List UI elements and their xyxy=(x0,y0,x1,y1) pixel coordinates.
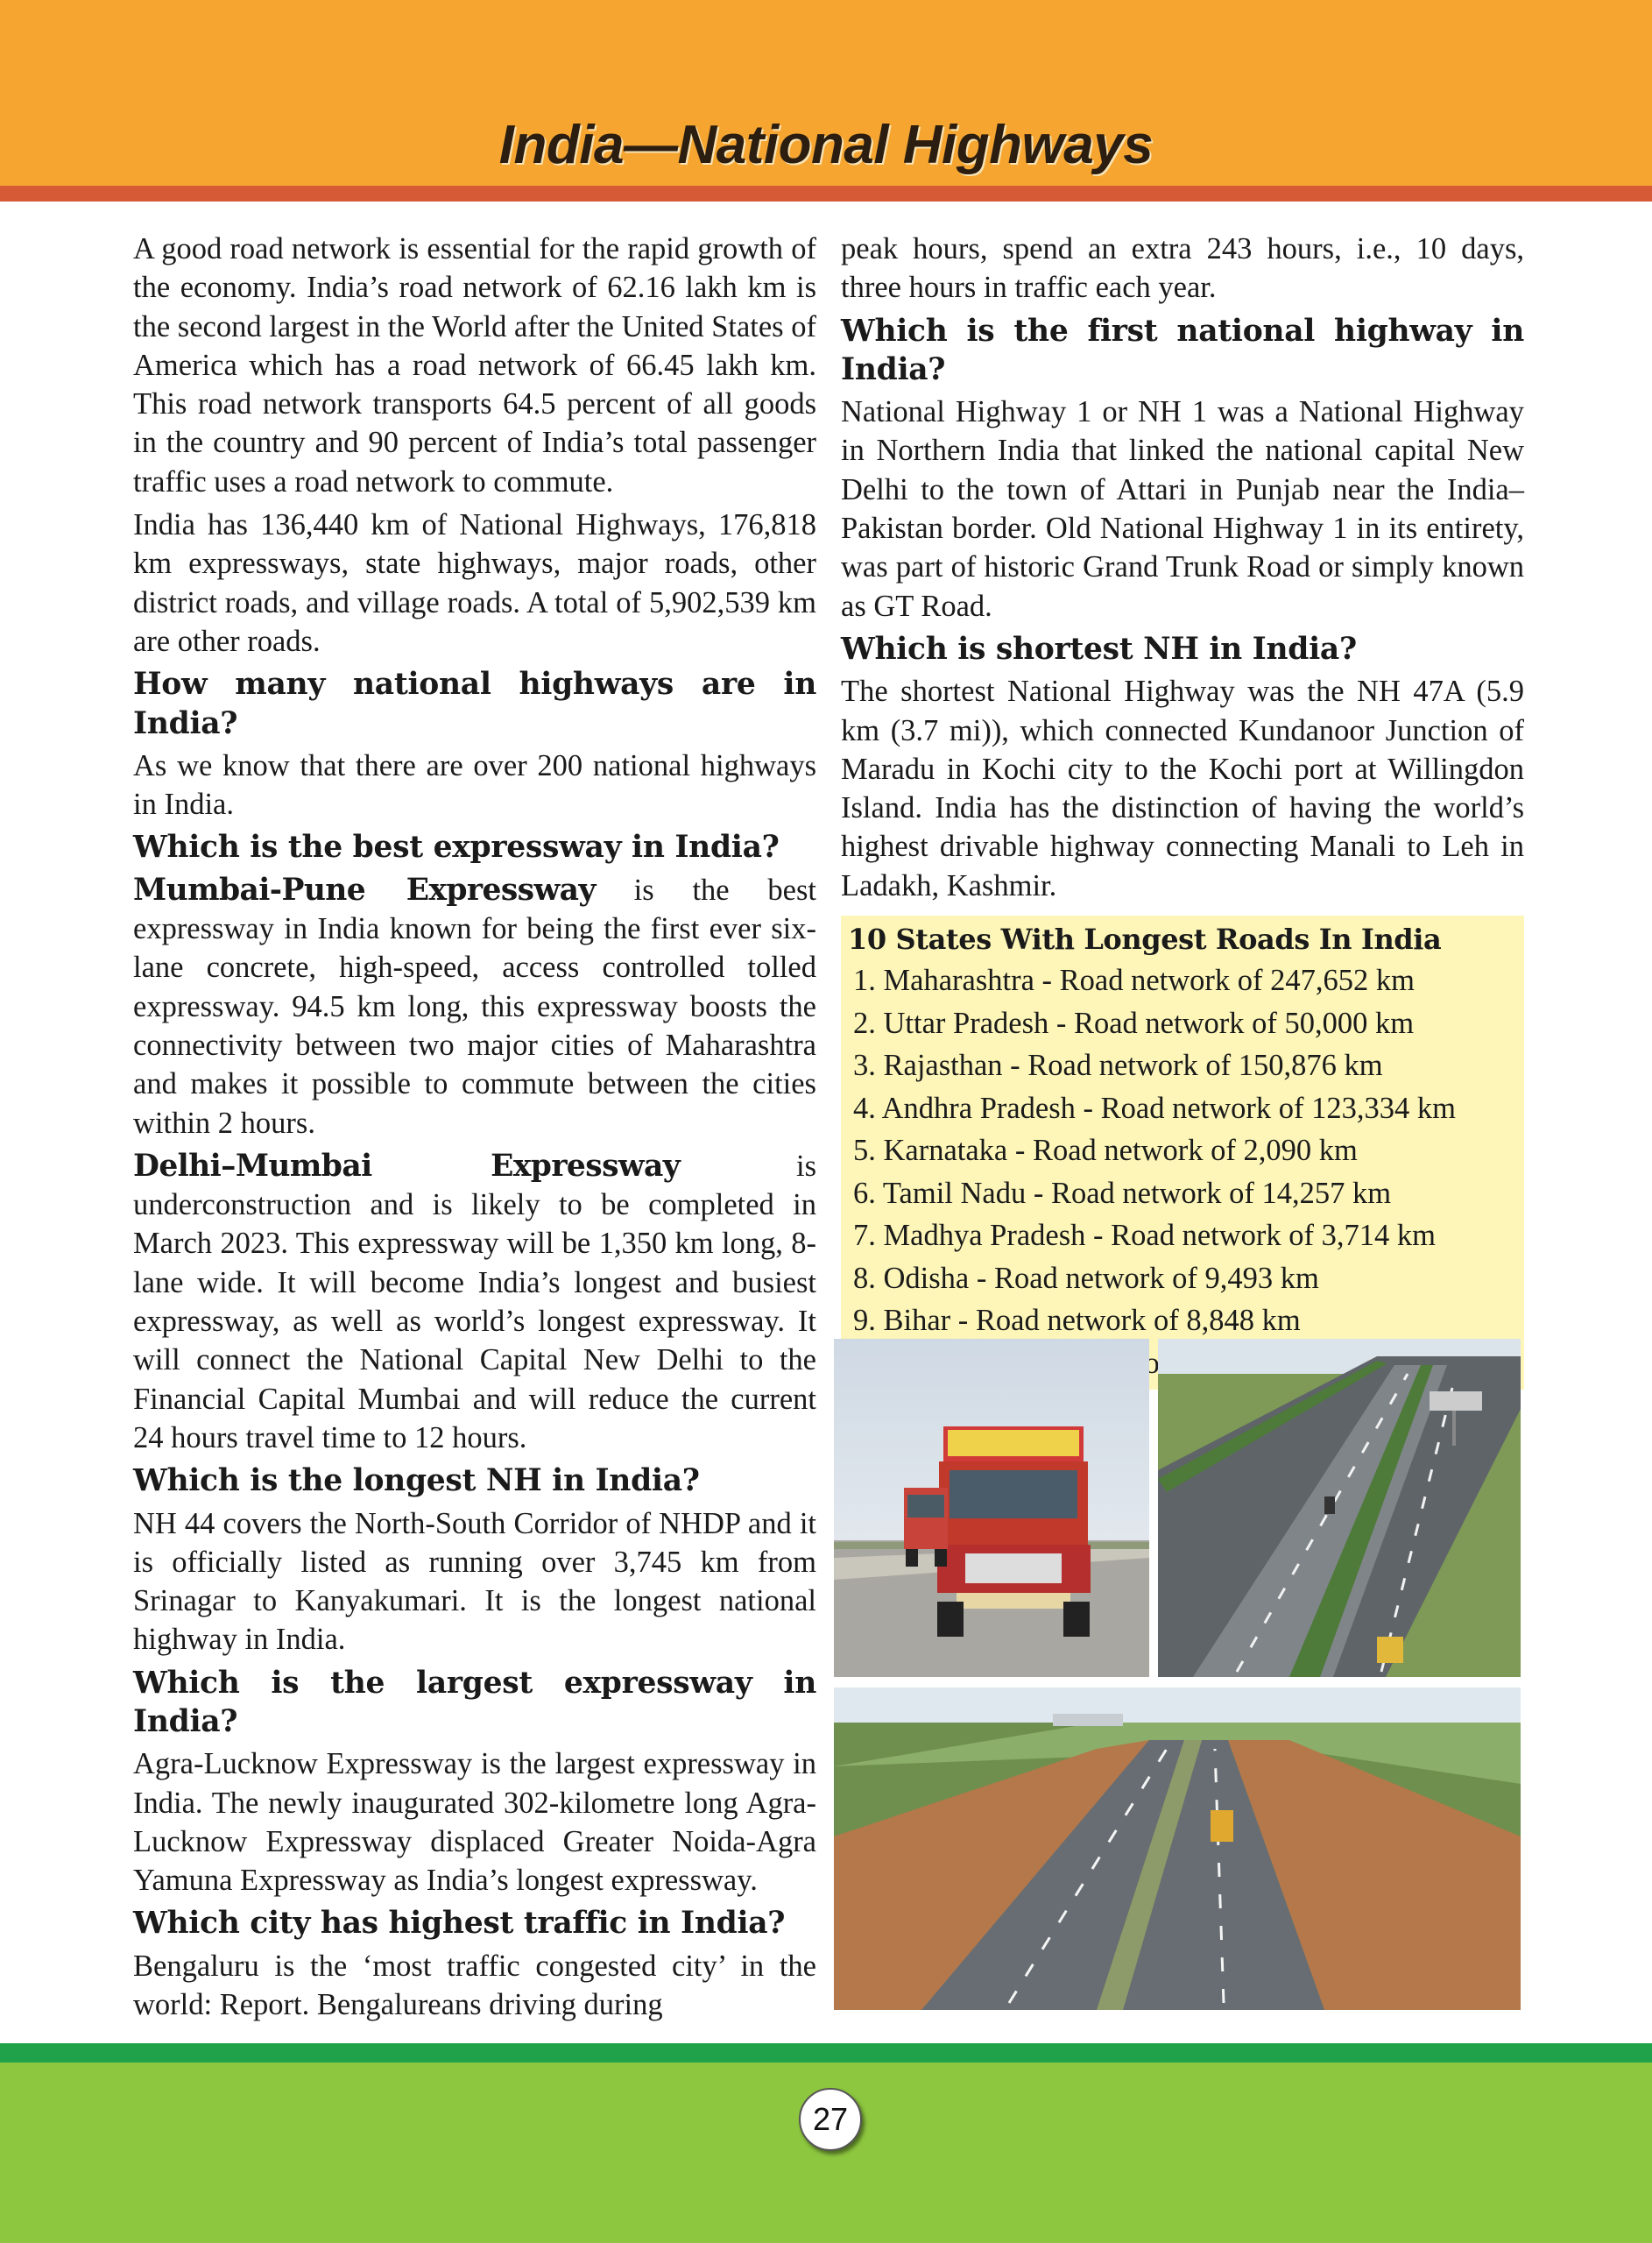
list-item: 4. Andhra Pradesh - Road network of 123,334 km xyxy=(853,1091,1456,1125)
question-heading: Which is the longest NH in India? xyxy=(133,1463,700,1499)
list-item: 9. Bihar - Road network of 8,848 km xyxy=(853,1304,1301,1338)
answer-paragraph: peak hours, spend an extra 243 hours, i.e., 10 days, three hours in traffic each year. xyxy=(841,232,1524,305)
expressway-wide-photo xyxy=(834,1688,1521,2010)
page-title: India—National Highways xyxy=(498,115,1154,175)
bold-term: Delhi–Mumbai Expressway xyxy=(133,1148,681,1184)
list-item: 1. Maharashtra - Road network of 247,652 km xyxy=(853,964,1415,998)
answer-text: is the best expressway in India known for being the first ever six-lane concrete, high-speed, access controlled tolled expressway. 94.5 km long, this expressway boosts the connectivity between two major cities of Maharashtra and makes it possible to commute between the cities within 2 hours. xyxy=(133,873,817,1140)
list-item: 7. Madhya Pradesh - Road network of 3,714 km xyxy=(853,1219,1436,1253)
footer-rule xyxy=(0,2043,1652,2063)
answer-paragraph: As we know that there are over 200 national highways in India. xyxy=(133,748,816,822)
list-item: 6. Tamil Nadu - Road network of 14,257 km xyxy=(853,1176,1392,1210)
answer-paragraph: National Highway 1 or NH 1 was a National Highway in Northern India that linked the national capital New Delhi to the town of Attari in Punjab near the India–Pakistan border. Old National Highway 1 in its entirety, was part of historic Grand Trunk Road or simply known as GT Road. xyxy=(841,395,1524,623)
answer-paragraph: The shortest National Highway was the NH 47A (5.9 km (3.7 mi)), which connected Kundanoor Junction of Maradu in Kochi city to the Kochi port at Willingdon Island. India has the distinction of having the world’s highest drivable highway connecting Manali to Leh in Ladakh, Kashmir. xyxy=(841,675,1524,902)
question-heading: Which is the best expressway in India? xyxy=(133,830,780,866)
page-number: 27 xyxy=(799,2088,862,2151)
question-heading: Which is the largest expressway in India? xyxy=(133,1665,816,1739)
right-column xyxy=(841,230,1524,1390)
bold-term: Mumbai-Pune Expressway xyxy=(133,872,596,908)
answer-paragraph: Agra-Lucknow Expressway is the largest expressway in India. The newly inaugurated 302-kilometre long Agra-Lucknow Expressway displaced Greater Noida-Agra Yamuna Expressway as India’s longest expressway. xyxy=(133,1747,816,1898)
list-item: 5. Karnataka - Road network of 2,090 km xyxy=(853,1134,1358,1168)
highway-aerial-photo xyxy=(1158,1339,1521,1677)
answer-paragraph xyxy=(133,871,816,1143)
states-heading: 10 States With Longest Roads In India xyxy=(848,923,1442,957)
header-rule xyxy=(0,186,1652,202)
question-heading: Which city has highest traffic in India? xyxy=(133,1906,786,1942)
list-item: 2. Uttar Pradesh - Road network of 50,000 km xyxy=(853,1006,1415,1040)
intro-paragraph: A good road network is essential for the rapid growth of the economy. India’s road network of 62.16 lakh km is the second largest in the World after the United States of America which has a road network of 66.45 lakh km. This road network transports 64.5 percent of all goods in the country and 90 percent of India’s total passenger traffic uses a road network to commute. xyxy=(133,232,816,499)
states-list-box xyxy=(841,916,1524,1390)
list-item: 8. Odisha - Road network of 9,493 km xyxy=(853,1261,1319,1295)
list-item: 3. Rajasthan - Road network of 150,876 km xyxy=(853,1049,1383,1083)
answer-paragraph: Bengaluru is the ‘most traffic congested city’ in the world: Report. Bengalureans driving during xyxy=(133,1949,816,2022)
answer-text: is underconstruction and is likely to be completed in March 2023. This expressway will be 1,350 km long, 8-lane wide. It will become India’s longest and busiest expressway, as well as world’s longest expressway. It will connect the National Capital New Delhi to the Financial Capital Mumbai and will reduce the current 24 hours travel time to 12 hours. xyxy=(133,1149,816,1454)
question-heading: How many national highways are in India? xyxy=(133,667,816,741)
question-heading: Which is shortest NH in India? xyxy=(841,631,1357,667)
truck-photo xyxy=(834,1339,1149,1677)
answer-paragraph: NH 44 covers the North-South Corridor of NHDP and it is officially listed as running over 3,745 km from Srinagar to Kanyakumari. It is the longest national highway in India. xyxy=(133,1506,816,1657)
delhi-mumbai-paragraph xyxy=(133,1147,816,1457)
question-heading: Which is the first national highway in India? xyxy=(841,313,1524,387)
left-column xyxy=(133,230,816,2028)
highways-paragraph: India has 136,440 km of National Highways, 176,818 km expressways, state highways, major roads, other district roads, and village roads. A total of 5,902,539 km are other roads. xyxy=(133,508,816,658)
